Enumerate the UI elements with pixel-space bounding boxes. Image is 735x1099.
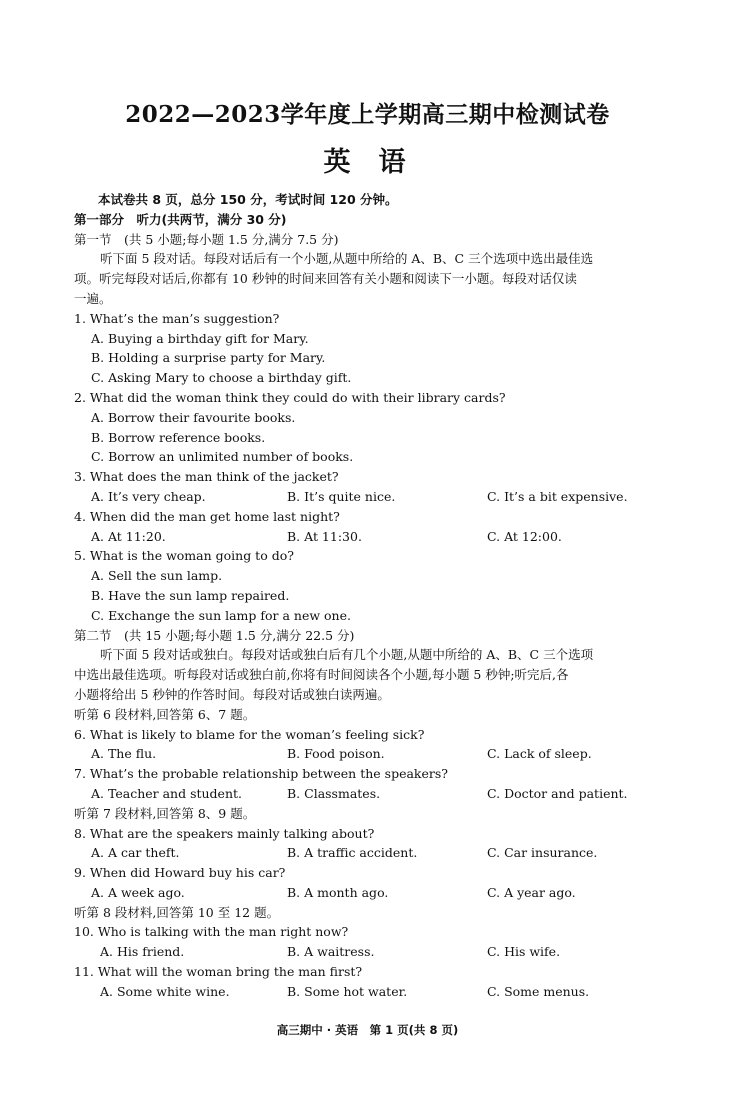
question-9-option-c: C. A year ago.	[487, 884, 576, 900]
exam-title: 2022—2023学年度上学期高三期中检测试卷	[125, 101, 610, 128]
question-8-option-c: C. Car insurance.	[487, 845, 598, 861]
question-1-option-a: A. Buying a birthday gift for Mary.	[91, 330, 309, 346]
question-3-option-c: C. It’s a bit expensive.	[487, 488, 628, 504]
question-3-stem: 3. What does the man think of the jacket?	[74, 469, 339, 485]
exam-intro: 本试卷共 8 页，总分 150 分，考试时间 120 分钟。	[98, 192, 398, 207]
question-1-stem: 1. What’s the man’s suggestion?	[74, 310, 280, 326]
section2-instructions-line3: 小题将给出 5 秒钟的作答时间。每段对话或独白读两遍。	[74, 686, 390, 702]
question-3-option-a: A. It’s very cheap.	[91, 488, 206, 504]
question-8-option-b: B. A traffic accident.	[287, 845, 418, 861]
section1-instructions-line2: 项。听完每段对话后,你都有 10 秒钟的时间来回答有关小题和阅读下一小题。每段对话仅读	[74, 271, 577, 287]
question-8-option-a: A. A car theft.	[91, 845, 180, 861]
question-7-option-a: A. Teacher and student.	[91, 785, 243, 801]
question-6-option-b: B. Food poison.	[287, 746, 385, 762]
section1-instructions-line1: 听下面 5 段对话。每段对话后有一个小题,从题中所给的 A、B、C 三个选项中选出最佳选	[100, 251, 594, 267]
question-11-option-a: A. Some white wine.	[100, 983, 230, 999]
question-5-option-c: C. Exchange the sun lamp for a new one.	[91, 607, 351, 623]
question-8-stem: 8. What are the speakers mainly talking about?	[74, 825, 375, 841]
question-11-option-c: C. Some menus.	[487, 983, 590, 999]
question-11-option-b: B. Some hot water.	[287, 983, 408, 999]
question-9-option-b: B. A month ago.	[287, 884, 389, 900]
question-10-option-a: A. His friend.	[100, 944, 185, 960]
question-10-stem: 10. Who is talking with the man right now?	[74, 924, 349, 940]
question-5-stem: 5. What is the woman going to do?	[74, 548, 294, 564]
section1-heading: 第一节 (共 5 小题;每小题 1.5 分,满分 7.5 分)	[74, 231, 339, 247]
material-6-note: 听第 6 段材料,回答第 6、7 题。	[74, 706, 256, 722]
section2-heading: 第二节 (共 15 小题;每小题 1.5 分,满分 22.5 分)	[74, 627, 355, 643]
material-7-note: 听第 7 段材料,回答第 8、9 题。	[74, 805, 256, 821]
question-11-stem: 11. What will the woman bring the man first?	[74, 964, 363, 980]
question-10-option-c: C. His wife.	[487, 944, 561, 960]
question-1-option-c: C. Asking Mary to choose a birthday gift.	[91, 370, 352, 386]
question-7-option-c: C. Doctor and patient.	[487, 785, 628, 801]
exam-content	[74, 190, 699, 1002]
question-11-options	[74, 982, 699, 1002]
question-6-option-a: A. The flu.	[91, 746, 157, 762]
section2-instructions-line2: 中选出最佳选项。听每段对话或独白前,你将有时间阅读各个小题,每小题 5 秒钟;听完后,各	[74, 667, 569, 683]
question-9-options	[74, 883, 699, 903]
question-4-options	[74, 527, 699, 547]
question-2-option-b: B. Borrow reference books.	[91, 429, 266, 445]
question-1-option-b: B. Holding a surprise party for Mary.	[91, 350, 326, 366]
question-5-option-b: B. Have the sun lamp repaired.	[91, 587, 290, 603]
question-4-option-c: C. At 12:00.	[487, 528, 562, 544]
question-2-option-c: C. Borrow an unlimited number of books.	[91, 449, 354, 465]
question-7-stem: 7. What’s the probable relationship between the speakers?	[74, 766, 448, 782]
question-2-stem: 2. What did the woman think they could do with their library cards?	[74, 389, 506, 405]
question-7-option-b: B. Classmates.	[287, 785, 381, 801]
question-6-stem: 6. What is likely to blame for the woman’s feeling sick?	[74, 726, 425, 742]
question-4-option-b: B. At 11:30.	[287, 528, 362, 544]
material-8-note: 听第 8 段材料,回答第 10 至 12 题。	[74, 904, 280, 920]
question-9-stem: 9. When did Howard buy his car?	[74, 865, 286, 881]
question-2-option-a: A. Borrow their favourite books.	[91, 409, 296, 425]
question-10-option-b: B. A waitress.	[287, 944, 375, 960]
section2-instructions-line1: 听下面 5 段对话或独白。每段对话或独白后有几个小题,从题中所给的 A、B、C 三个选项	[100, 647, 594, 663]
question-3-option-b: B. It’s quite nice.	[287, 488, 396, 504]
page-footer: 高三期中 · 英语 第 1 页(共 8 页)	[276, 1023, 459, 1037]
question-10-options	[74, 942, 699, 962]
section1-instructions-line3: 一遍。	[74, 290, 112, 306]
question-6-options	[74, 744, 699, 764]
subject-title: 英语	[323, 147, 434, 178]
part1-heading: 第一部分 听力(共两节，满分 30 分)	[74, 211, 287, 227]
question-6-option-c: C. Lack of sleep.	[487, 746, 592, 762]
question-7-options	[74, 784, 699, 804]
question-5-option-a: A. Sell the sun lamp.	[91, 568, 223, 584]
question-8-options	[74, 843, 699, 863]
question-4-option-a: A. At 11:20.	[91, 528, 166, 544]
question-4-stem: 4. When did the man get home last night?	[74, 508, 340, 524]
question-3-options	[74, 487, 699, 507]
question-9-option-a: A. A week ago.	[91, 884, 185, 900]
